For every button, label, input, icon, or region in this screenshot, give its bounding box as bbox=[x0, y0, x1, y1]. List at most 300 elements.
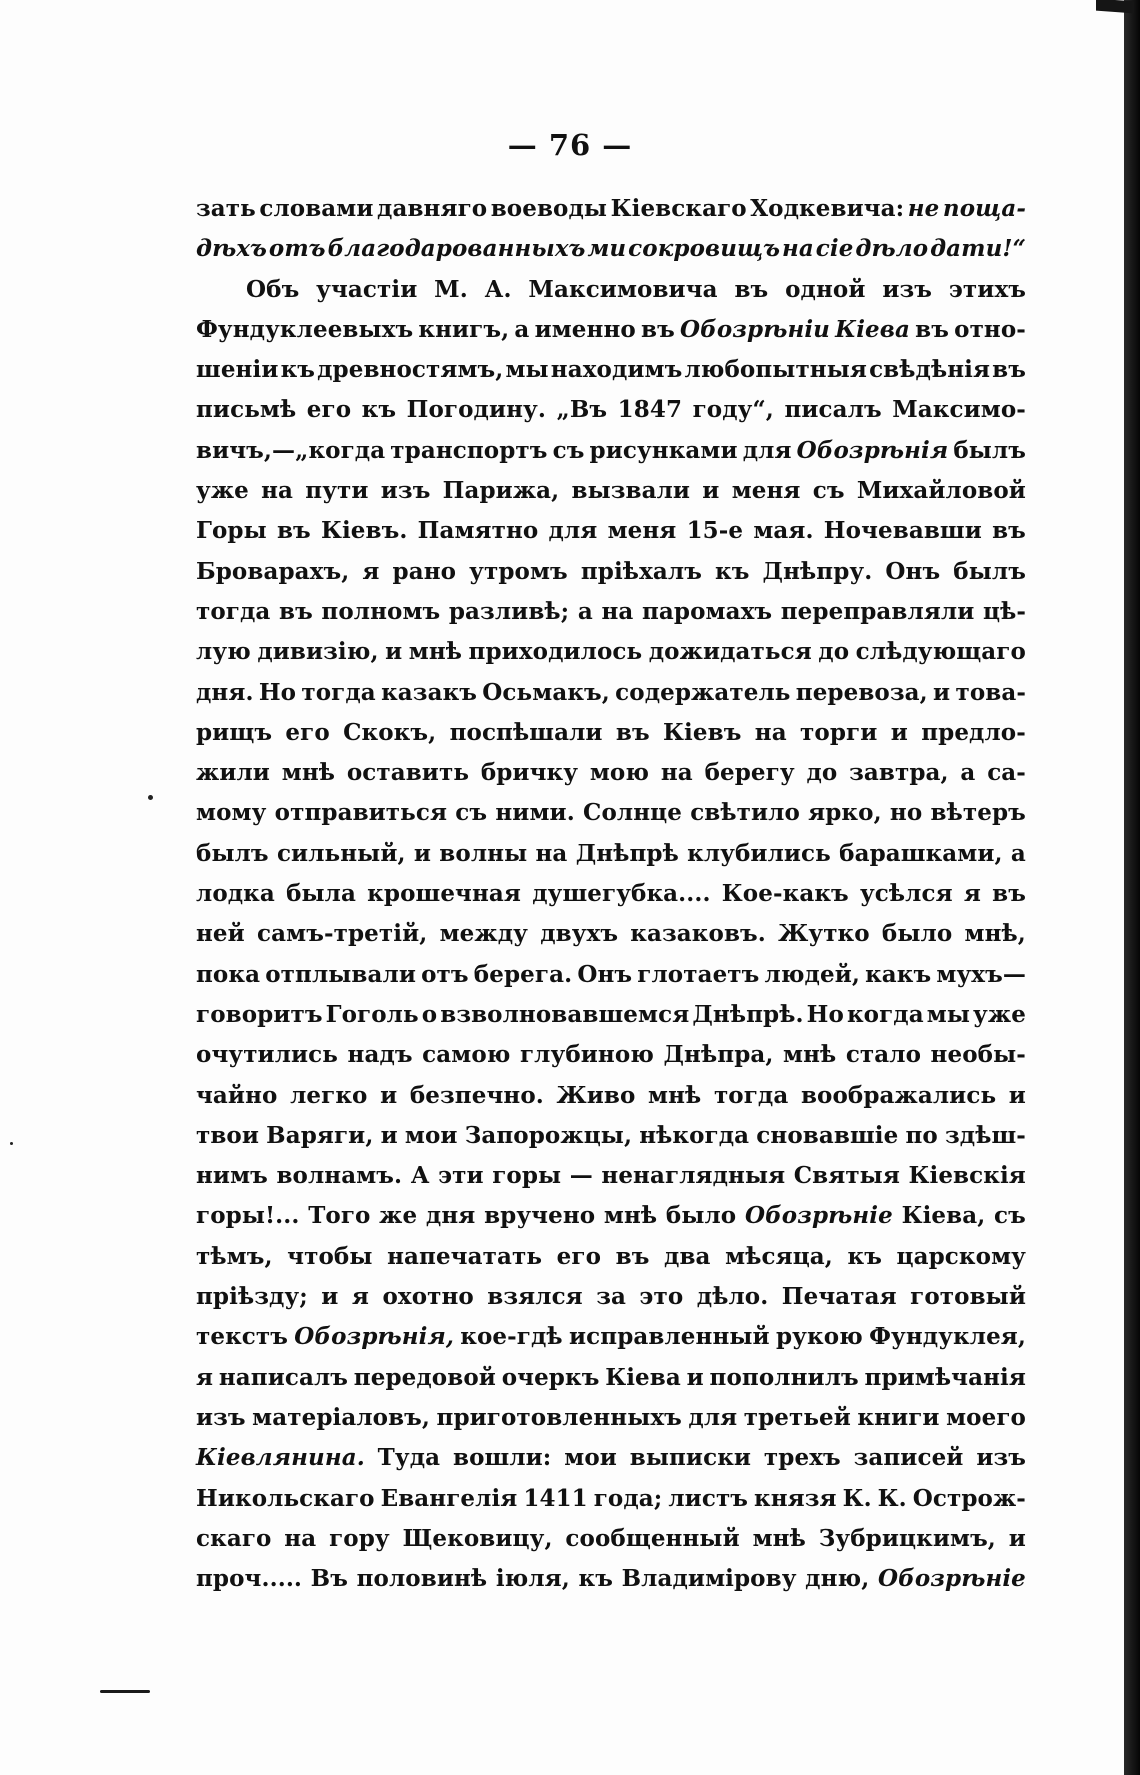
word: чайно bbox=[196, 1081, 278, 1109]
text-line bbox=[196, 1283, 1026, 1323]
word: нимъ bbox=[196, 1162, 268, 1190]
text-line bbox=[196, 799, 1026, 839]
word: Жутко bbox=[778, 920, 870, 948]
word: его bbox=[556, 1242, 602, 1270]
text-line bbox=[196, 1565, 1026, 1605]
word: паромахъ bbox=[641, 597, 773, 625]
word: съ bbox=[455, 799, 488, 827]
word: трехъ bbox=[763, 1444, 841, 1472]
word: же bbox=[379, 1202, 418, 1230]
word: Живо bbox=[556, 1081, 636, 1109]
word: напечатать bbox=[387, 1242, 543, 1270]
word: легко bbox=[290, 1081, 368, 1109]
text-line bbox=[196, 316, 1026, 356]
word: его bbox=[285, 718, 330, 746]
word: сильный, bbox=[276, 839, 406, 867]
word: Кіевъ bbox=[663, 718, 742, 746]
word: разливѣ; bbox=[448, 597, 570, 625]
word: моего bbox=[946, 1403, 1026, 1431]
text-line bbox=[196, 356, 1026, 396]
word: рано bbox=[392, 557, 457, 585]
word: мнѣ, bbox=[964, 920, 1026, 948]
text-line bbox=[196, 1202, 1026, 1242]
text-line bbox=[196, 719, 1026, 759]
word: Кіевскаго bbox=[610, 195, 747, 222]
word: Памятно bbox=[417, 517, 539, 545]
word: самъ-третій, bbox=[257, 920, 428, 948]
word: приготовленныхъ bbox=[436, 1403, 682, 1431]
word: това- bbox=[955, 678, 1026, 706]
italic-word: отъ bbox=[268, 235, 326, 263]
word: я bbox=[351, 1283, 369, 1311]
word: тогда bbox=[301, 678, 376, 706]
word: утромъ bbox=[469, 557, 568, 585]
text-line bbox=[196, 598, 1026, 638]
word: сновавшіе bbox=[756, 1121, 899, 1149]
word: здѣш- bbox=[944, 1121, 1026, 1149]
word: Въ bbox=[310, 1565, 348, 1593]
word: въ bbox=[992, 880, 1026, 908]
word: съ bbox=[994, 1202, 1026, 1230]
word: рукою bbox=[775, 1323, 863, 1351]
word: 1847 bbox=[617, 396, 683, 424]
italic-word: Кіева bbox=[835, 315, 910, 343]
word: кое-гдѣ bbox=[460, 1323, 563, 1351]
word: цѣ- bbox=[982, 597, 1026, 625]
italic-word: не bbox=[907, 195, 940, 222]
text-line bbox=[196, 679, 1026, 719]
word: пока bbox=[196, 960, 261, 988]
text-line bbox=[196, 1485, 1026, 1525]
word: транспортъ bbox=[390, 436, 548, 464]
word: этихъ bbox=[948, 275, 1026, 303]
word: взялся bbox=[487, 1283, 583, 1311]
word: книги bbox=[857, 1403, 940, 1431]
word: пріѣзду; bbox=[196, 1283, 308, 1311]
word: стало bbox=[845, 1041, 922, 1069]
word: и bbox=[890, 718, 908, 746]
word: бричку bbox=[480, 759, 579, 787]
word: дивизію, bbox=[257, 638, 379, 666]
text-line bbox=[196, 1082, 1026, 1122]
word: взволновавшемся bbox=[440, 1000, 690, 1028]
word: и bbox=[686, 1363, 704, 1391]
word: половинѣ bbox=[356, 1565, 488, 1593]
word: гору bbox=[329, 1524, 390, 1552]
text-line bbox=[196, 1444, 1026, 1484]
word: а bbox=[960, 759, 976, 787]
word: Кіева, bbox=[901, 1202, 986, 1230]
word: древностямъ, bbox=[317, 356, 504, 384]
word: его bbox=[306, 396, 352, 424]
word: въ bbox=[279, 597, 313, 625]
word: надъ bbox=[347, 1041, 413, 1069]
word: Зубрицкимъ, bbox=[818, 1524, 996, 1552]
word: глубиною bbox=[519, 1041, 654, 1069]
word: Онъ bbox=[885, 557, 941, 585]
word: необы- bbox=[930, 1041, 1026, 1069]
text-line bbox=[196, 638, 1026, 678]
word: воеводы bbox=[490, 195, 608, 222]
word: именно bbox=[534, 315, 636, 343]
word: са- bbox=[987, 759, 1026, 787]
word: Погодину. bbox=[406, 396, 546, 424]
word: торги bbox=[800, 718, 878, 746]
word: Осьмакъ, bbox=[482, 678, 610, 706]
word: рисунками bbox=[589, 436, 738, 464]
word: усѣлся bbox=[859, 880, 953, 908]
word: Кіевскія bbox=[908, 1162, 1026, 1190]
word: ней bbox=[196, 920, 245, 948]
word: ненаглядныя bbox=[601, 1162, 786, 1190]
word: мою bbox=[589, 759, 650, 787]
word: къ bbox=[578, 1565, 613, 1593]
word: содержатель bbox=[615, 678, 791, 706]
word: вручено bbox=[484, 1202, 596, 1230]
word: Солнце bbox=[583, 799, 682, 827]
text-line bbox=[196, 558, 1026, 598]
word: былъ bbox=[196, 839, 269, 867]
page-number: — 76 — bbox=[507, 128, 633, 162]
word: съ bbox=[552, 436, 585, 464]
word: къ bbox=[280, 356, 316, 384]
word: свѣтило bbox=[690, 799, 800, 827]
word: охотно bbox=[382, 1283, 474, 1311]
word: Евангелія bbox=[380, 1484, 518, 1512]
text-line bbox=[196, 1243, 1026, 1283]
word: пути bbox=[305, 477, 369, 505]
word: одной bbox=[785, 275, 866, 303]
word: мѣсяца, bbox=[725, 1242, 833, 1270]
word: пополнилъ bbox=[709, 1363, 859, 1391]
word: на bbox=[284, 1524, 317, 1552]
word: А bbox=[410, 1162, 430, 1190]
word: Максимовича bbox=[528, 275, 718, 303]
word: писалъ bbox=[784, 396, 882, 424]
word: глотаетъ bbox=[637, 960, 760, 988]
word: меня bbox=[607, 517, 677, 545]
word: барашками, bbox=[839, 839, 1003, 867]
word: для bbox=[742, 436, 792, 464]
word: въ bbox=[276, 517, 311, 545]
word: къ bbox=[361, 396, 397, 424]
word: съ bbox=[812, 477, 845, 505]
italic-word: Обозрѣніе bbox=[877, 1565, 1026, 1593]
word: на bbox=[660, 759, 693, 787]
word: а bbox=[514, 315, 530, 343]
word: матеріаловъ, bbox=[252, 1403, 431, 1431]
word: пріѣхалъ bbox=[580, 557, 702, 585]
word: казаковъ. bbox=[630, 920, 766, 948]
word: сообщенный bbox=[565, 1524, 740, 1552]
word: Печатая bbox=[781, 1283, 897, 1311]
word: и bbox=[1008, 1524, 1026, 1552]
word: предло- bbox=[921, 718, 1026, 746]
word: за bbox=[596, 1283, 626, 1311]
word: на bbox=[754, 718, 787, 746]
word: какъ bbox=[865, 960, 932, 988]
word: К. bbox=[842, 1484, 872, 1512]
word: года; bbox=[593, 1484, 663, 1512]
word: Максимо- bbox=[892, 396, 1026, 424]
word: дню, bbox=[805, 1565, 870, 1593]
word: шеніи bbox=[196, 356, 279, 384]
word: твои bbox=[196, 1121, 260, 1149]
text-line bbox=[196, 920, 1026, 960]
word: отъ bbox=[421, 960, 469, 988]
word: поспѣшали bbox=[449, 718, 603, 746]
word: Никольскаго bbox=[196, 1484, 375, 1512]
italic-word: поща- bbox=[942, 195, 1026, 222]
word: было bbox=[665, 1202, 737, 1230]
text-line bbox=[196, 1001, 1026, 1041]
text-line bbox=[196, 396, 1026, 436]
word: 1411 bbox=[523, 1484, 588, 1512]
word: проч..... bbox=[196, 1565, 303, 1593]
word: людей, bbox=[764, 960, 860, 988]
word: для bbox=[548, 517, 598, 545]
word: крошечная bbox=[367, 880, 522, 908]
text-line bbox=[196, 276, 1026, 316]
word: и bbox=[933, 678, 951, 706]
word: князя bbox=[754, 1484, 837, 1512]
ink-speck bbox=[10, 1142, 13, 1145]
word: мнѣ bbox=[603, 1202, 658, 1230]
word: я bbox=[196, 1363, 214, 1391]
word: и bbox=[1008, 1081, 1026, 1109]
word: была bbox=[286, 880, 356, 908]
italic-word: дати!“ bbox=[930, 235, 1026, 263]
word: Объ bbox=[246, 275, 300, 303]
word: третьей bbox=[743, 1403, 851, 1431]
word: о bbox=[421, 1000, 438, 1028]
word: въ bbox=[615, 718, 650, 746]
word: мы bbox=[505, 356, 549, 384]
text-line bbox=[196, 1041, 1026, 1081]
word: Онъ bbox=[577, 960, 633, 988]
word: дня bbox=[425, 1202, 476, 1230]
word: Ходкевича: bbox=[750, 195, 905, 222]
word: говоритъ bbox=[196, 1000, 323, 1028]
word: когда bbox=[846, 1000, 924, 1028]
word: рищъ bbox=[196, 718, 273, 746]
word: меня bbox=[731, 477, 801, 505]
page-corner-shadow bbox=[1096, 0, 1134, 13]
word: изъ bbox=[380, 477, 431, 505]
word: находимъ bbox=[550, 356, 683, 384]
text-line bbox=[196, 880, 1026, 920]
word: іюля, bbox=[495, 1565, 570, 1593]
word: но bbox=[889, 799, 923, 827]
word: полномъ bbox=[321, 597, 441, 625]
word: нѣкогда bbox=[639, 1121, 750, 1149]
word: берегу bbox=[704, 759, 795, 787]
word: зать bbox=[196, 195, 256, 222]
word: приходилось bbox=[468, 638, 643, 666]
word: мнѣ bbox=[783, 1041, 837, 1069]
word: а bbox=[1010, 839, 1026, 867]
text-line bbox=[196, 517, 1026, 557]
word: Того bbox=[308, 1202, 371, 1230]
word: скаго bbox=[196, 1524, 272, 1552]
word: выписки bbox=[629, 1444, 752, 1472]
word: самою bbox=[422, 1041, 511, 1069]
word: Острож- bbox=[912, 1484, 1026, 1512]
italic-word: дѣхъ bbox=[196, 235, 267, 263]
word: книгъ, bbox=[418, 315, 510, 343]
word: написалъ bbox=[218, 1363, 349, 1391]
word: мнѣ bbox=[408, 638, 463, 666]
text-line bbox=[196, 477, 1026, 517]
word: записей bbox=[853, 1444, 964, 1472]
word: К. bbox=[877, 1484, 907, 1512]
text-line bbox=[196, 1364, 1026, 1404]
word: дня. bbox=[196, 678, 254, 706]
word: и bbox=[385, 638, 403, 666]
text-line bbox=[196, 235, 1026, 275]
word: оставить bbox=[346, 759, 470, 787]
word: слѣдующаго bbox=[855, 638, 1026, 666]
word: на bbox=[535, 839, 568, 867]
word: я bbox=[963, 880, 981, 908]
word: клубились bbox=[687, 839, 831, 867]
word: Туда bbox=[377, 1444, 441, 1472]
word: волны bbox=[439, 839, 528, 867]
word: мнѣ bbox=[752, 1524, 806, 1552]
word: мы bbox=[926, 1000, 971, 1028]
italic-word: Обозрѣніе bbox=[744, 1202, 893, 1230]
word: Броварахъ, bbox=[196, 557, 350, 585]
word: Горы bbox=[196, 517, 267, 545]
word: въ bbox=[992, 356, 1026, 384]
word: Парижа, bbox=[442, 477, 560, 505]
word: по bbox=[905, 1121, 938, 1149]
word: изъ bbox=[882, 275, 933, 303]
word: письмѣ bbox=[196, 396, 297, 424]
word: жили bbox=[196, 759, 270, 787]
word: уже bbox=[196, 477, 249, 505]
word: году“, bbox=[692, 396, 774, 424]
word: два bbox=[664, 1242, 711, 1270]
word: изъ bbox=[196, 1403, 246, 1431]
word: царскому bbox=[896, 1242, 1026, 1270]
word: было bbox=[881, 920, 953, 948]
word: Кіева bbox=[605, 1363, 681, 1391]
word: мухъ— bbox=[936, 960, 1026, 988]
word: очутились bbox=[196, 1041, 338, 1069]
text-line bbox=[196, 1323, 1026, 1363]
word: завтра, bbox=[849, 759, 949, 787]
text-line bbox=[196, 759, 1026, 799]
word: вѣтеръ bbox=[930, 799, 1026, 827]
word: на bbox=[261, 477, 294, 505]
word: двухъ bbox=[540, 920, 619, 948]
word: Фундуклея, bbox=[869, 1323, 1026, 1351]
word: мои bbox=[404, 1121, 458, 1149]
word: и bbox=[321, 1283, 339, 1311]
word: мая. bbox=[753, 517, 814, 545]
word: Кое-какъ bbox=[721, 880, 849, 908]
word: для bbox=[688, 1403, 738, 1431]
word: ними. bbox=[495, 799, 575, 827]
word: до bbox=[818, 638, 850, 666]
word: отправиться bbox=[274, 799, 448, 827]
word: переправляли bbox=[780, 597, 975, 625]
word: уже bbox=[973, 1000, 1026, 1028]
word: участіи bbox=[316, 275, 418, 303]
italic-word: ми bbox=[587, 235, 627, 263]
word: я bbox=[362, 557, 380, 585]
word: воображались bbox=[800, 1081, 997, 1109]
text-line bbox=[196, 195, 1026, 235]
italic-word: дѣло bbox=[855, 235, 929, 263]
word: А. bbox=[484, 275, 512, 303]
word: Михайловой bbox=[856, 477, 1026, 505]
word: — bbox=[569, 1162, 593, 1190]
word: давняго bbox=[377, 195, 488, 222]
word: мои bbox=[564, 1444, 617, 1472]
text-line bbox=[196, 1525, 1026, 1565]
word: душегубка.... bbox=[532, 880, 711, 908]
word: исправленный bbox=[569, 1323, 770, 1351]
word: былъ bbox=[953, 557, 1026, 585]
word: безпечно. bbox=[409, 1081, 544, 1109]
word: Святыя bbox=[793, 1162, 900, 1190]
word: лую bbox=[196, 638, 251, 666]
word: текстъ bbox=[196, 1323, 288, 1351]
word: Щековицу, bbox=[402, 1524, 553, 1552]
italic-word: Кіевлянина. bbox=[196, 1444, 365, 1472]
word: мнѣ bbox=[281, 759, 336, 787]
word: въ bbox=[915, 315, 949, 343]
text-line bbox=[196, 1162, 1026, 1202]
word: словами bbox=[259, 195, 374, 222]
ink-speck bbox=[148, 795, 153, 800]
word: на bbox=[601, 597, 634, 625]
word: это bbox=[639, 1283, 684, 1311]
text-line bbox=[196, 840, 1026, 880]
word: въ bbox=[641, 315, 675, 343]
word: Днѣпра, bbox=[663, 1041, 774, 1069]
word: Скокъ, bbox=[343, 718, 437, 746]
word: листъ bbox=[668, 1484, 749, 1512]
word: перевоза, bbox=[795, 678, 928, 706]
word: къ bbox=[715, 557, 750, 585]
word: Фундуклеевыхъ bbox=[196, 315, 414, 343]
italic-word: благодарованныхъ bbox=[327, 235, 586, 263]
word: берега. bbox=[473, 960, 573, 988]
word: любопытныя bbox=[684, 356, 867, 384]
word: эти bbox=[438, 1162, 484, 1190]
word: Но bbox=[806, 1000, 844, 1028]
word: въ bbox=[734, 275, 769, 303]
word: горы!... bbox=[196, 1202, 300, 1230]
word: Ночевавши bbox=[823, 517, 982, 545]
word: между bbox=[439, 920, 528, 948]
word: изъ bbox=[976, 1444, 1026, 1472]
word: свѣдѣнія bbox=[869, 356, 991, 384]
word: передовой bbox=[353, 1363, 496, 1391]
word: Владимірову bbox=[621, 1565, 797, 1593]
text-line bbox=[196, 437, 1026, 477]
word: и bbox=[702, 477, 720, 505]
italic-word: на bbox=[781, 235, 814, 263]
word: Варяги, bbox=[266, 1121, 374, 1149]
page-binding-edge bbox=[1124, 0, 1140, 1775]
text-line bbox=[196, 1404, 1026, 1444]
word: къ bbox=[847, 1242, 882, 1270]
text-line bbox=[196, 961, 1026, 1001]
